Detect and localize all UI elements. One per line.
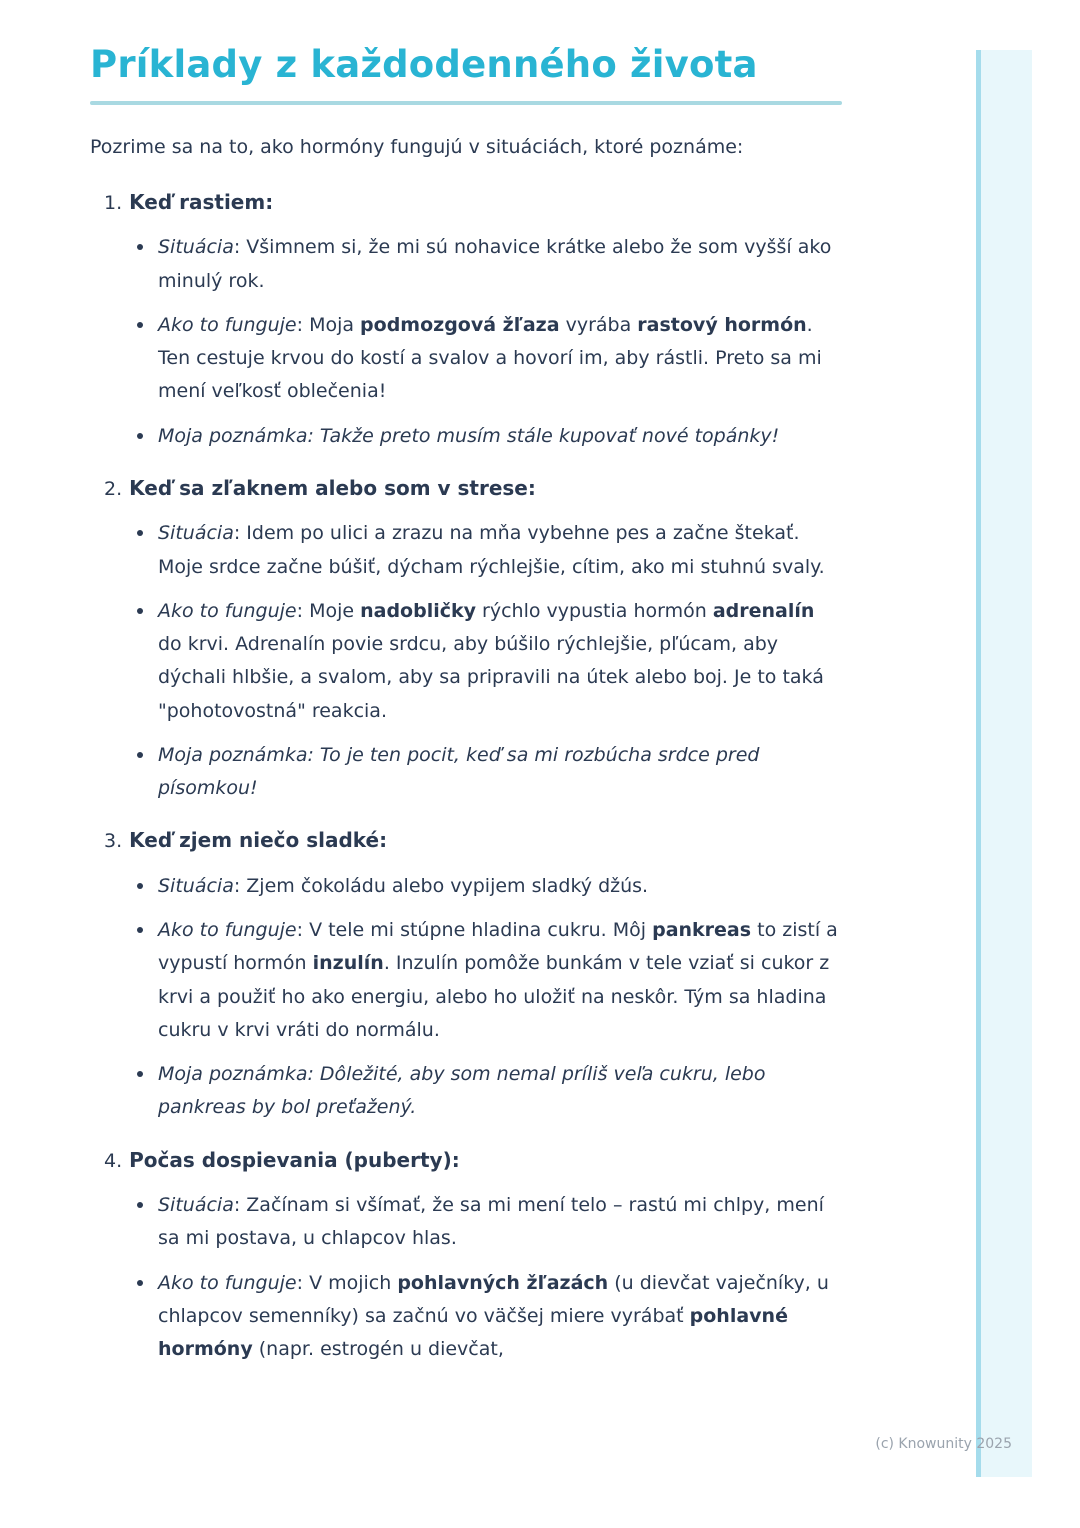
bullet-list [104,1189,842,1366]
text-run: Ako to funguje [158,1271,297,1294]
text-run: : Začínam si všímať, že sa mi mení telo – rastú mi chlpy, mení sa mi postava, u chlapcov hlas. [158,1194,824,1250]
bullet-moja-poznamka [136,739,842,806]
right-accent-stripe [976,50,1032,1477]
title-underline [90,101,842,105]
text-run: (u dievčat vaječníky, u chlapcov semenníky) sa začnú vo väčšej miere vyrábať [158,1271,829,1327]
example-item-2 [104,473,842,806]
bullet-ako-to-funguje [136,914,842,1047]
text-run: Situácia [158,236,234,259]
example-number: 3. [104,830,123,853]
bullet-ako-to-funguje [136,595,842,728]
text-run: to zistí a vypustí hormón [158,919,838,975]
text-run: do krvi. Adrenalín povie srdcu, aby búšilo rýchlejšie, pľúcam, aby dýchali hlbšie, a svalom, aby sa pripravili na útek alebo boj. Je to taká "pohotovostná" reakcia. [158,633,824,722]
text-run: Moja poznámka: Dôležité, aby som nemal príliš veľa cukru, lebo pankreas by bol preťažený. [158,1063,766,1119]
text-run: Ako to funguje [158,919,297,942]
intro-paragraph: Pozrime sa na to, ako hormóny fungujú v situáciách, ktoré poznáme: [90,135,744,158]
text-run: Ako to funguje [158,599,297,622]
example-heading [104,825,842,856]
bullet-situacia [136,870,842,903]
example-item-4 [104,1145,842,1367]
text-run: : V tele mi stúpne hladina cukru. Môj [296,919,653,942]
text-run: vyrába [559,313,638,336]
text-run: Moja poznámka: Takže preto musím stále kupovať nové topánky! [158,424,780,447]
bullet-situacia [136,231,842,298]
example-item-1 [104,187,842,453]
text-run: : Idem po ulici a zrazu na mňa vybehne pes a začne štekať. Moje srdce začne búšiť, dýcham rýchlejšie, cítim, ako mi stuhnú svaly. [158,522,825,578]
text-run: : Všimnem si, že mi sú nohavice krátke alebo že som vyšší ako minulý rok. [158,236,832,292]
example-title: Počas dospievania (puberty): [129,1147,460,1172]
bullet-ako-to-funguje [136,309,842,409]
page-title: Príklady z každodenného života [90,43,758,86]
examples-list [90,187,842,1367]
bullet-situacia [136,517,842,584]
example-title: Keď zjem niečo sladké: [129,828,388,853]
bullet-list [104,231,842,453]
text-run: nadobličky [360,599,477,622]
text-run: rýchlo vypustia hormón [476,599,713,622]
example-item-3 [104,825,842,1124]
text-run: Situácia [158,522,234,545]
text-run: (napr. estrogén u dievčat, [252,1338,504,1361]
example-heading [104,187,842,218]
text-run: . Ten cestuje krvou do kostí a svalov a hovorí im, aby rástli. Preto sa mi mení veľkosť oblečenia! [158,313,822,403]
text-run: . Inzulín pomôže bunkám v tele vziať si cukor z krvi a použiť ho ako energiu, alebo ho uložiť na neskôr. Tým sa hladina cukru v krvi vráti do normálu. [158,952,830,1041]
example-title: Keď sa zľaknem alebo som v strese: [129,475,536,500]
text-run: rastový hormón [637,313,807,336]
text-run: : Zjem čokoládu alebo vypijem sladký džús. [233,874,649,897]
example-number: 4. [104,1149,123,1172]
bullet-moja-poznamka [136,1058,842,1125]
example-number: 1. [104,191,123,214]
example-number: 2. [104,477,123,500]
text-run: pankreas [652,919,752,942]
text-run: : Moja [296,313,361,336]
example-title: Keď rastiem: [129,189,274,214]
text-run: : V mojich [296,1271,398,1294]
text-run: Situácia [158,874,234,897]
example-heading [104,1145,842,1176]
text-run: Situácia [158,1194,234,1217]
text-run: pohlavných žľazách [397,1271,609,1294]
bullet-list [104,517,842,805]
text-run: Ako to funguje [158,313,297,336]
bullet-ako-to-funguje [136,1267,842,1367]
text-run: adrenalín [712,599,815,622]
example-heading [104,473,842,504]
text-run: pohlavné hormóny [158,1304,788,1361]
text-run: : Moje [296,599,361,622]
text-run: Moja poznámka: To je ten pocit, keď sa mi rozbúcha srdce pred písomkou! [158,743,760,800]
bullet-list [104,870,842,1125]
copyright-note: (c) Knowunity 2025 [875,1436,1012,1452]
bullet-situacia [136,1189,842,1256]
text-run: podmozgová žľaza [360,313,560,336]
document-content [90,44,842,1386]
bullet-moja-poznamka [136,420,842,453]
text-run: inzulín [312,952,384,975]
